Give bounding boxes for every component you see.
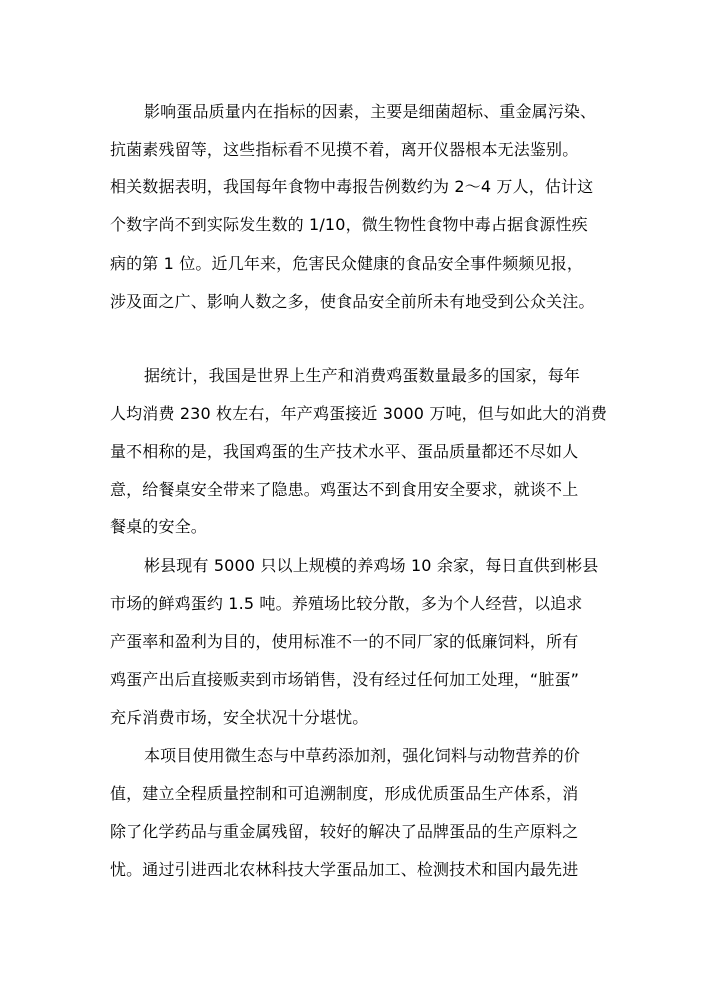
paragraph-3-line-4: 鸡蛋产出后直接贩卖到市场销售，没有经过任何加工处理，“脏蛋”: [110, 670, 580, 689]
paragraph-3-line-1: 彬县现有 5000 只以上规模的养鸡场 10 余家，每日直供到彬县: [144, 556, 599, 575]
paragraph-4-line-4: 忧。通过引进西北农林科技大学蛋品加工、检测技术和国内最先进: [110, 860, 579, 879]
paragraph-2-line-4: 意，给餐桌安全带来了隐患。鸡蛋达不到食用安全要求，就谈不上: [110, 480, 579, 499]
paragraph-4-line-3: 除了化学药品与重金属残留，较好的解决了品牌蛋品的生产原料之: [110, 822, 579, 841]
paragraph-2-line-1: 据统计，我国是世界上生产和消费鸡蛋数量最多的国家，每年: [144, 366, 581, 385]
paragraph-1-line-2: 抗菌素残留等，这些指标看不见摸不着，离开仪器根本无法鉴别。: [110, 140, 579, 159]
paragraph-1-line-6: 涉及面之广、影响人数之多，使食品安全前所未有地受到公众关注。: [110, 292, 595, 311]
paragraph-4-line-2: 值，建立全程质量控制和可追溯制度，形成优质蛋品生产体系，消: [110, 784, 579, 803]
paragraph-1-line-4: 个数字尚不到实际发生数的 1/10，微生物性食物中毒占据食源性疾: [110, 215, 588, 234]
paragraph-1-line-3: 相关数据表明，我国每年食物中毒报告例数约为 2～4 万人，估计这: [110, 177, 594, 196]
paragraph-2-line-5: 餐桌的安全。: [110, 517, 207, 536]
paragraph-2-line-3: 量不相称的是，我国鸡蛋的生产技术水平、蛋品质量都还不尽如人: [110, 442, 579, 461]
paragraph-3-line-3: 产蛋率和盈利为目的，使用标准不一的不同厂家的低廉饲料，所有: [110, 632, 579, 651]
paragraph-4-line-1: 本项目使用微生态与中草药添加剂，强化饲料与动物营养的价: [144, 746, 581, 765]
paragraph-3-line-2: 市场的鲜鸡蛋约 1.5 吨。养殖场比较分散，多为个人经营，以追求: [110, 594, 583, 613]
paragraph-2-line-2: 人均消费 230 枚左右，年产鸡蛋接近 3000 万吨，但与如此大的消费: [110, 404, 608, 423]
paragraph-1-line-1: 影响蛋品质量内在指标的因素，主要是细菌超标、重金属污染、: [144, 102, 597, 121]
paragraph-3-line-5: 充斥消费市场，安全状况十分堪忧。: [110, 708, 369, 727]
paragraph-1-line-5: 病的第 1 位。近几年来，危害民众健康的食品安全事件频频见报，: [110, 254, 584, 273]
